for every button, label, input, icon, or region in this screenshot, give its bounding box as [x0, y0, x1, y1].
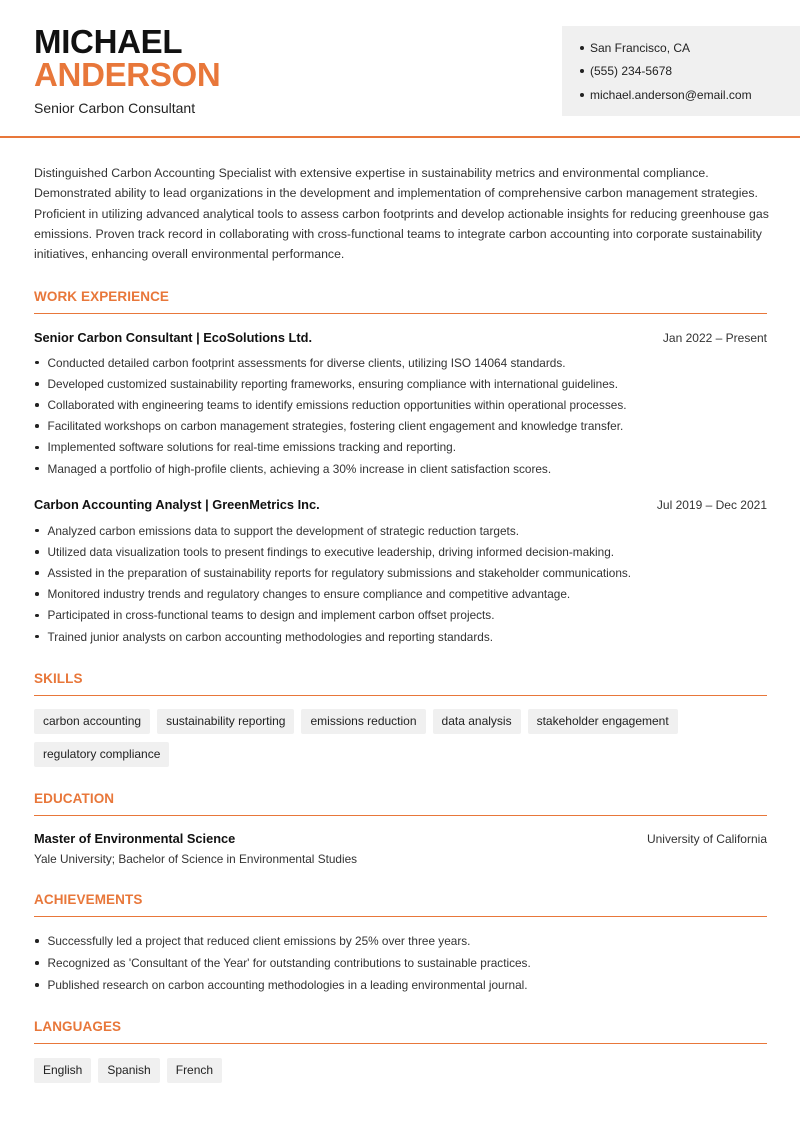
section-title-work: WORK EXPERIENCE: [34, 289, 767, 314]
first-name: MICHAEL: [34, 23, 183, 60]
job-title: Senior Carbon Consultant | EcoSolutions Ltd.: [34, 330, 313, 345]
bullet-icon: [35, 467, 39, 471]
list-item-text: Utilized data visualization tools to present findings to executive leadership, driving informed decision-making.: [47, 544, 615, 559]
list-item-text: Trained junior analysts on carbon accounting methodologies and reporting standards.: [47, 629, 493, 644]
section-title-languages: LANGUAGES: [34, 1019, 767, 1044]
list-item-text: Collaborated with engineering teams to identify emissions reduction opportunities within operational processes.: [47, 397, 627, 412]
list-item-text: Conducted detailed carbon footprint assessments for diverse clients, utilizing ISO 14064 standards.: [47, 355, 566, 370]
bullet-icon: [580, 93, 584, 97]
bullet-icon: [580, 46, 584, 50]
bullet-icon: [35, 614, 39, 618]
bullet-icon: [35, 571, 39, 575]
contact-phone: [580, 60, 800, 84]
bullet-icon: [580, 69, 584, 73]
bullet-icon: [35, 983, 39, 987]
achievements-list: [34, 930, 774, 996]
list-item: [34, 373, 774, 394]
list-item: [34, 416, 774, 437]
bullet-icon: [35, 550, 39, 554]
list-item-text: Implemented software solutions for real-time emissions tracking and reporting.: [47, 440, 456, 455]
list-item: [34, 520, 774, 541]
skills-list: [34, 709, 774, 767]
list-item-text: Developed customized sustainability reporting frameworks, ensuring compliance with international guidelines.: [47, 376, 618, 391]
bullet-icon: [35, 939, 39, 943]
job-bullets: [34, 520, 774, 647]
language-chip: English: [34, 1058, 91, 1083]
contact-text: (555) 234-5678: [590, 64, 673, 79]
last-name: ANDERSON: [34, 56, 221, 93]
list-item: [34, 352, 774, 373]
list-item-text: Participated in cross-functional teams to design and implement carbon offset projects.: [47, 608, 495, 623]
languages-list: [34, 1058, 774, 1083]
list-item: [34, 952, 774, 974]
skill-chip: data analysis: [433, 709, 521, 734]
job-title: Carbon Accounting Analyst | GreenMetrics Inc.: [34, 497, 320, 512]
bullet-icon: [35, 361, 39, 365]
list-item: [34, 605, 774, 626]
job-bullets: [34, 352, 774, 479]
skill-chip: stakeholder engagement: [528, 709, 678, 734]
list-item: [34, 974, 774, 996]
resume-header: [0, 0, 800, 138]
education-header: [34, 831, 767, 846]
bullet-icon: [35, 635, 39, 639]
skill-chip: regulatory compliance: [34, 742, 169, 767]
section-title-education: EDUCATION: [34, 791, 767, 816]
list-item: [34, 930, 774, 952]
education-school: University of California: [646, 832, 767, 846]
job-header: [34, 497, 767, 512]
bullet-icon: [35, 529, 39, 533]
job-dates: Jul 2019 – Dec 2021: [656, 498, 767, 512]
language-chip: Spanish: [98, 1058, 159, 1083]
job-dates: Jan 2022 – Present: [662, 331, 767, 345]
list-item: [34, 626, 774, 647]
list-item: [34, 458, 774, 479]
bullet-icon: [35, 424, 39, 428]
professional-summary: Distinguished Carbon Accounting Specialist with extensive expertise in sustainability metrics and environmental compliance. Demonstrated ability to lead organizations in the development and implementation of comprehensive carbon management strategies. Proficient in utilizing advanced analytical tools to assess carbon footprints and develop actionable insights for reducing greenhouse gas emissions. Proven track record in collaborating with cross-functional teams to integrate carbon accounting into corporate sustainability initiatives, enhancing overall environmental performance.: [34, 166, 769, 262]
list-item-text: Analyzed carbon emissions data to support the development of strategic reduction targets.: [47, 523, 519, 538]
contact-email[interactable]: [580, 83, 800, 107]
list-item-text: Monitored industry trends and regulatory changes to ensure compliance and competitive advantage.: [47, 587, 571, 602]
bullet-icon: [35, 382, 39, 386]
list-item-text: Published research on carbon accounting methodologies in a leading environmental journal.: [47, 978, 528, 992]
list-item-text: Facilitated workshops on carbon management strategies, fostering client engagement and knowledge transfer.: [47, 419, 624, 434]
section-title-skills: SKILLS: [34, 671, 767, 696]
bullet-icon: [35, 961, 39, 965]
bullet-icon: [35, 403, 39, 407]
skill-chip: carbon accounting: [34, 709, 150, 734]
skill-chip: emissions reduction: [301, 709, 425, 734]
list-item: [34, 541, 774, 562]
section-title-achievements: ACHIEVEMENTS: [34, 892, 767, 917]
bullet-icon: [35, 592, 39, 596]
contact-text: San Francisco, CA: [590, 40, 691, 55]
job-header: [34, 330, 767, 345]
contact-box: [562, 26, 800, 116]
list-item-text: Assisted in the preparation of sustainability reports for regulatory submissions and stakeholder communications.: [47, 565, 632, 580]
list-item: [34, 584, 774, 605]
education-degree: Master of Environmental Science: [34, 831, 236, 846]
skill-chip: sustainability reporting: [157, 709, 294, 734]
list-item-text: Managed a portfolio of high-profile clients, achieving a 30% increase in client satisfaction scores.: [47, 461, 552, 476]
job-role: Senior Carbon Consultant: [34, 100, 196, 116]
list-item-text: Recognized as 'Consultant of the Year' for outstanding contributions to sustainable practices.: [47, 956, 531, 970]
list-item-text: Successfully led a project that reduced client emissions by 25% over three years.: [47, 934, 471, 948]
list-item: [34, 437, 774, 458]
contact-location: [580, 36, 800, 60]
bullet-icon: [35, 446, 39, 450]
language-chip: French: [167, 1058, 222, 1083]
contact-text[interactable]: michael.anderson@email.com: [590, 87, 752, 102]
list-item: [34, 394, 774, 415]
list-item: [34, 562, 774, 583]
education-detail: Yale University; Bachelor of Science in Environmental Studies: [34, 852, 358, 866]
